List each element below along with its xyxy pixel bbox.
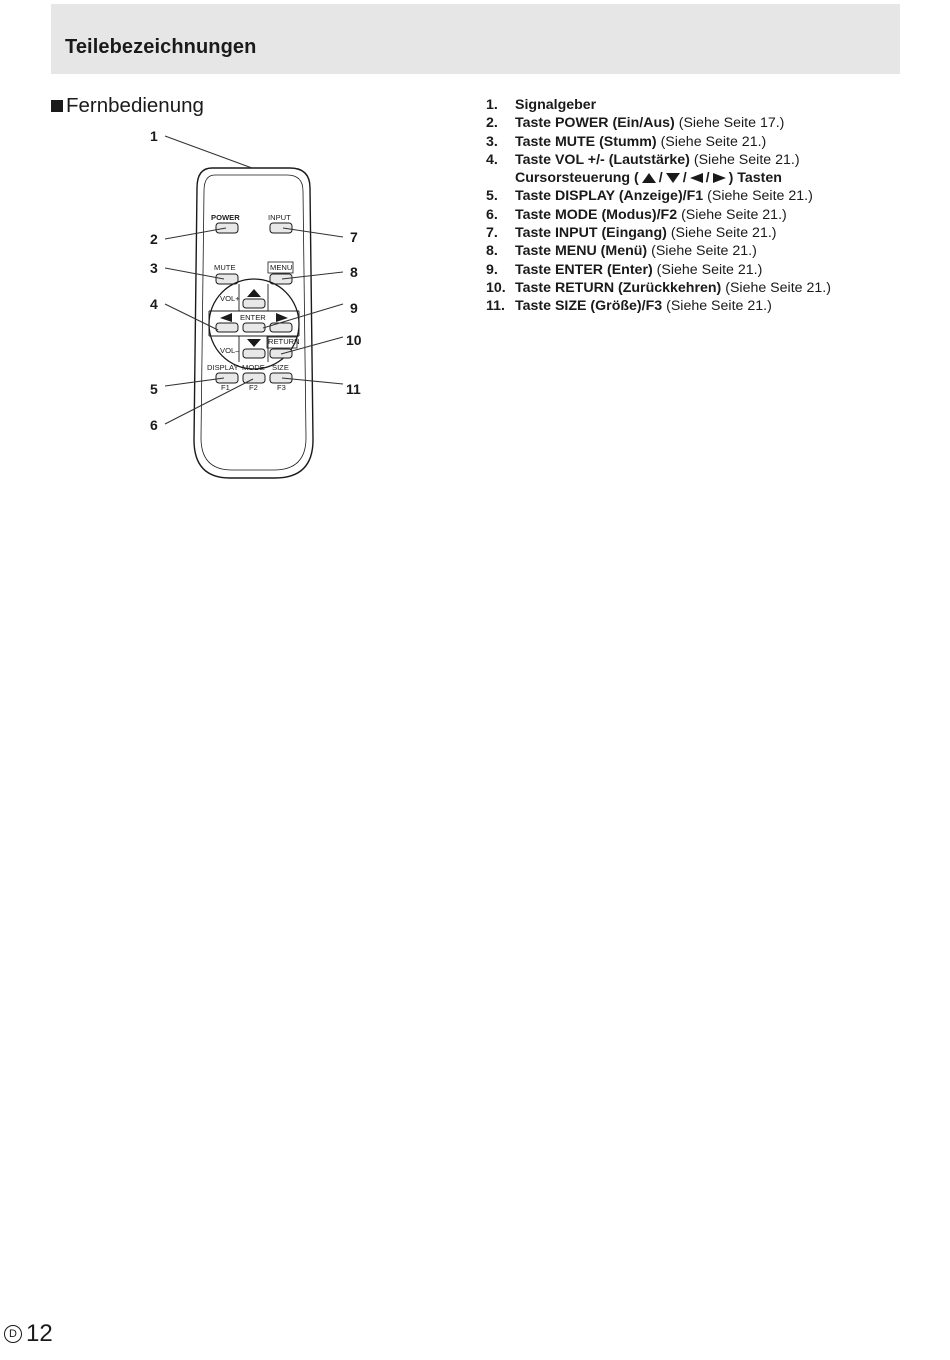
callout-9: 9 [350, 300, 358, 316]
size-label: SIZE [272, 363, 289, 372]
menu-label: MENU [270, 263, 293, 272]
mode-button [243, 373, 265, 383]
callout-4: 4 [150, 296, 158, 312]
mute-label: MUTE [214, 263, 236, 272]
left-button [216, 323, 238, 332]
f2-label: F2 [249, 383, 258, 392]
left-arrow-icon [220, 313, 232, 322]
callout-6: 6 [150, 417, 158, 433]
list-item: 5. Taste DISPLAY (Anzeige)/F1 (Siehe Seite 21.) [486, 188, 813, 205]
power-button [216, 223, 238, 233]
mode-label: MODE [242, 363, 265, 372]
input-label: INPUT [268, 213, 291, 222]
section-title: Fernbedienung [66, 94, 204, 117]
callout-5: 5 [150, 381, 158, 397]
size-button [270, 373, 292, 383]
remote-control-diagram [0, 0, 480, 480]
callout-3: 3 [150, 260, 158, 276]
language-badge: D [4, 1325, 22, 1343]
callout-8: 8 [350, 264, 358, 280]
list-item: 8. Taste MENU (Menü) (Siehe Seite 21.) [486, 243, 757, 260]
list-item: 6. Taste MODE (Modus)/F2 (Siehe Seite 21.) [486, 206, 787, 223]
up-button [243, 299, 265, 308]
list-item: 3. Taste MUTE (Stumm) (Siehe Seite 21.) [486, 133, 767, 150]
page-footer [4, 1320, 53, 1348]
page-title: Teilebezeichnungen [65, 36, 257, 58]
up-arrow-icon [642, 173, 656, 183]
down-arrow-icon [666, 173, 680, 183]
return-label: RETURN [268, 337, 300, 346]
left-arrow-icon [690, 173, 703, 183]
list-item: 1. Signalgeber [486, 97, 597, 113]
callout-2: 2 [150, 231, 158, 247]
list-item: 7. Taste INPUT (Eingang) (Siehe Seite 21.) [486, 225, 777, 242]
up-arrow-icon [247, 289, 261, 297]
list-item: 2. Taste POWER (Ein/Aus) (Siehe Seite 17.) [486, 115, 785, 132]
down-arrow-icon [247, 339, 261, 347]
callout-1: 1 [150, 128, 158, 144]
page-number: 12 [26, 1320, 53, 1347]
list-item: 4. Taste VOL +/- (Lautstärke) (Siehe Seite 21.) [486, 151, 800, 168]
callout-7: 7 [350, 229, 358, 245]
list-item: 9. Taste ENTER (Enter) (Siehe Seite 21.) [486, 261, 763, 278]
f1-label: F1 [221, 383, 230, 392]
list-item: 10. Taste RETURN (Zurückkehren) (Siehe Seite 21.) [486, 279, 831, 296]
callout-10: 10 [346, 332, 362, 348]
list-item: 11. Taste SIZE (Größe)/F3 (Siehe Seite 21.) [486, 298, 772, 315]
enter-label: ENTER [240, 313, 266, 322]
display-label: DISPLAY [207, 363, 239, 372]
vol-minus-label: VOL– [220, 346, 240, 355]
vol-plus-label: VOL+ [220, 294, 240, 303]
menu-button [270, 274, 292, 284]
enter-button [243, 323, 265, 332]
mute-button [216, 274, 238, 284]
callout-11: 11 [346, 381, 361, 397]
display-button [216, 373, 238, 383]
cursor-keys-line: Cursorsteuerung ( / / / ) Tasten [515, 170, 782, 187]
input-button [270, 223, 292, 233]
f3-label: F3 [277, 383, 286, 392]
power-label: POWER [211, 213, 240, 222]
right-arrow-icon [713, 173, 726, 183]
parts-list [486, 96, 831, 316]
vol-minus-button [243, 349, 265, 358]
